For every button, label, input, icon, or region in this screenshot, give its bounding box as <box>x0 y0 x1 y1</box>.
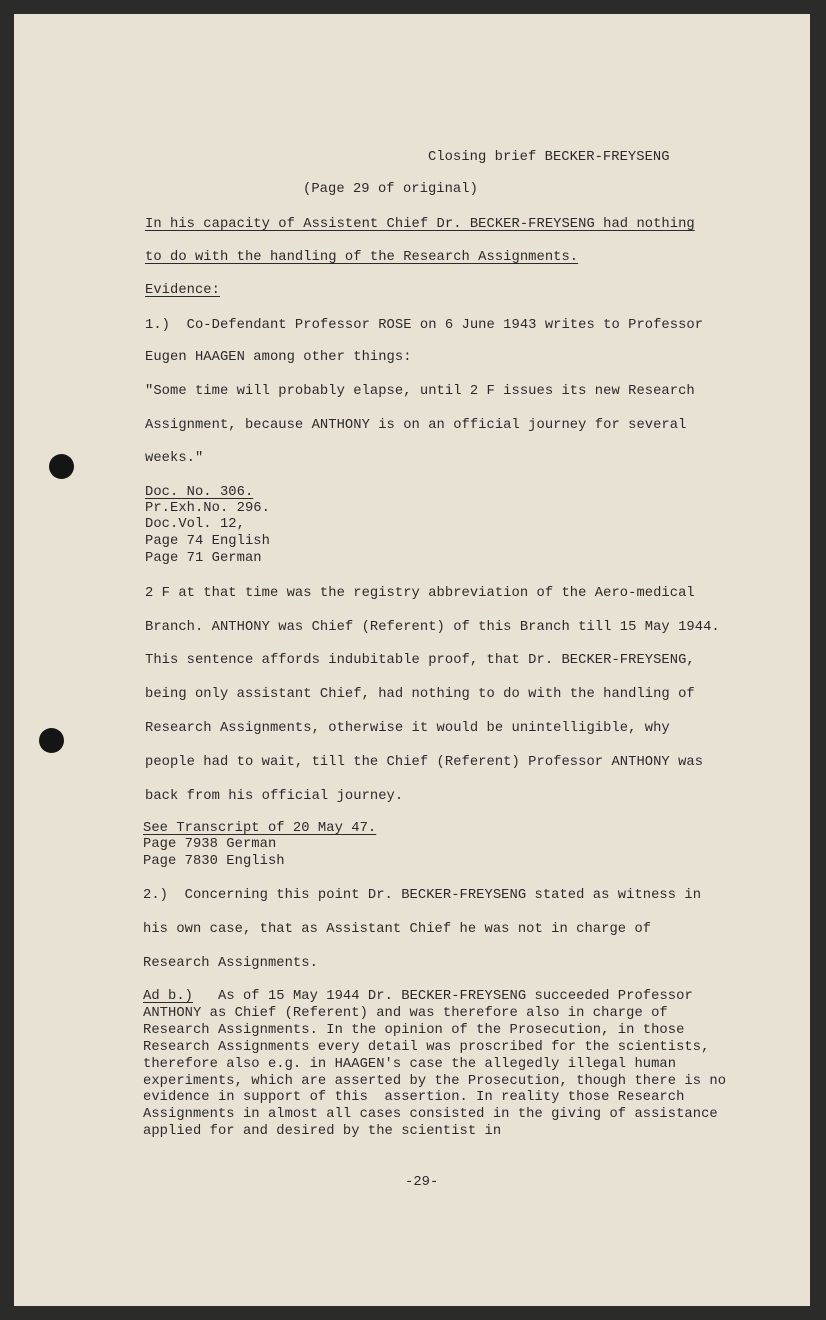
text-line: ANTHONY as Chief (Referent) and was therefore also in charge of <box>143 1006 668 1021</box>
doc-reference: Doc.Vol. 12, <box>145 517 245 532</box>
text-line: his own case, that as Assistant Chief he was not in charge of <box>143 922 652 937</box>
text-line: This sentence affords indubitable proof, that Dr. BECKER-FREYSENG, <box>145 653 695 668</box>
text-line: Assignments in almost all cases consisted in the giving of assistance <box>143 1107 718 1122</box>
transcript-reference: Page 7830 English <box>143 854 285 869</box>
text-line: 1.) Co-Defendant Professor ROSE on 6 June 1943 writes to Professor <box>145 318 704 333</box>
doc-reference: Page 71 German <box>145 551 262 566</box>
text-line: "Some time will probably elapse, until 2 F issues its new Research <box>145 384 695 399</box>
doc-reference: Doc. No. 306. <box>145 485 254 500</box>
heading-line: In his capacity of Assistent Chief Dr. BECKER-FREYSENG had nothing <box>145 217 695 232</box>
text-line: Research Assignments. In the opinion of the Prosecution, in those <box>143 1023 685 1038</box>
text-line: experiments, which are asserted by the Prosecution, though there is no <box>143 1074 727 1089</box>
text-line: Research Assignments. <box>143 956 318 971</box>
text-line: Research Assignments every detail was proscribed for the scientists, <box>143 1040 710 1055</box>
page-reference: (Page 29 of original) <box>303 182 478 197</box>
text-line: Branch. ANTHONY was Chief (Referent) of this Branch till 15 May 1944. <box>145 620 720 635</box>
text-line: Eugen HAAGEN among other things: <box>145 350 412 365</box>
transcript-reference: See Transcript of 20 May 47. <box>143 821 377 836</box>
text-line: As of 15 May 1944 Dr. BECKER-FREYSENG succeeded Professor <box>193 989 693 1004</box>
text-line: Assignment, because ANTHONY is on an official journey for several <box>145 418 687 433</box>
text-line: back from his official journey. <box>145 789 404 804</box>
text-line: Research Assignments, otherwise it would be unintelligible, why <box>145 721 670 736</box>
text-line: therefore also e.g. in HAAGEN's case the allegedly illegal human <box>143 1057 677 1072</box>
text-line: being only assistant Chief, had nothing to do with the handling of <box>145 687 695 702</box>
transcript-reference: Page 7938 German <box>143 837 277 852</box>
document-header: Closing brief BECKER-FREYSENG <box>428 150 670 165</box>
text-line: 2 F at that time was the registry abbreviation of the Aero-medical <box>145 586 695 601</box>
text-line: applied for and desired by the scientist in <box>143 1124 502 1139</box>
section-label: Ad b.) <box>143 989 193 1004</box>
doc-reference: Page 74 English <box>145 534 270 549</box>
text-line: weeks." <box>145 451 204 466</box>
text-line: evidence in support of this assertion. In reality those Research <box>143 1090 685 1105</box>
punch-hole <box>39 728 64 753</box>
text-line: 2.) Concerning this point Dr. BECKER-FREYSENG stated as witness in <box>143 888 702 903</box>
heading-line: to do with the handling of the Research Assignments. <box>145 250 579 265</box>
punch-hole <box>49 454 74 479</box>
text-line: people had to wait, till the Chief (Referent) Professor ANTHONY was <box>145 755 704 770</box>
page-number: -29- <box>405 1175 439 1190</box>
doc-reference: Pr.Exh.No. 296. <box>145 501 270 516</box>
evidence-label: Evidence: <box>145 283 220 298</box>
